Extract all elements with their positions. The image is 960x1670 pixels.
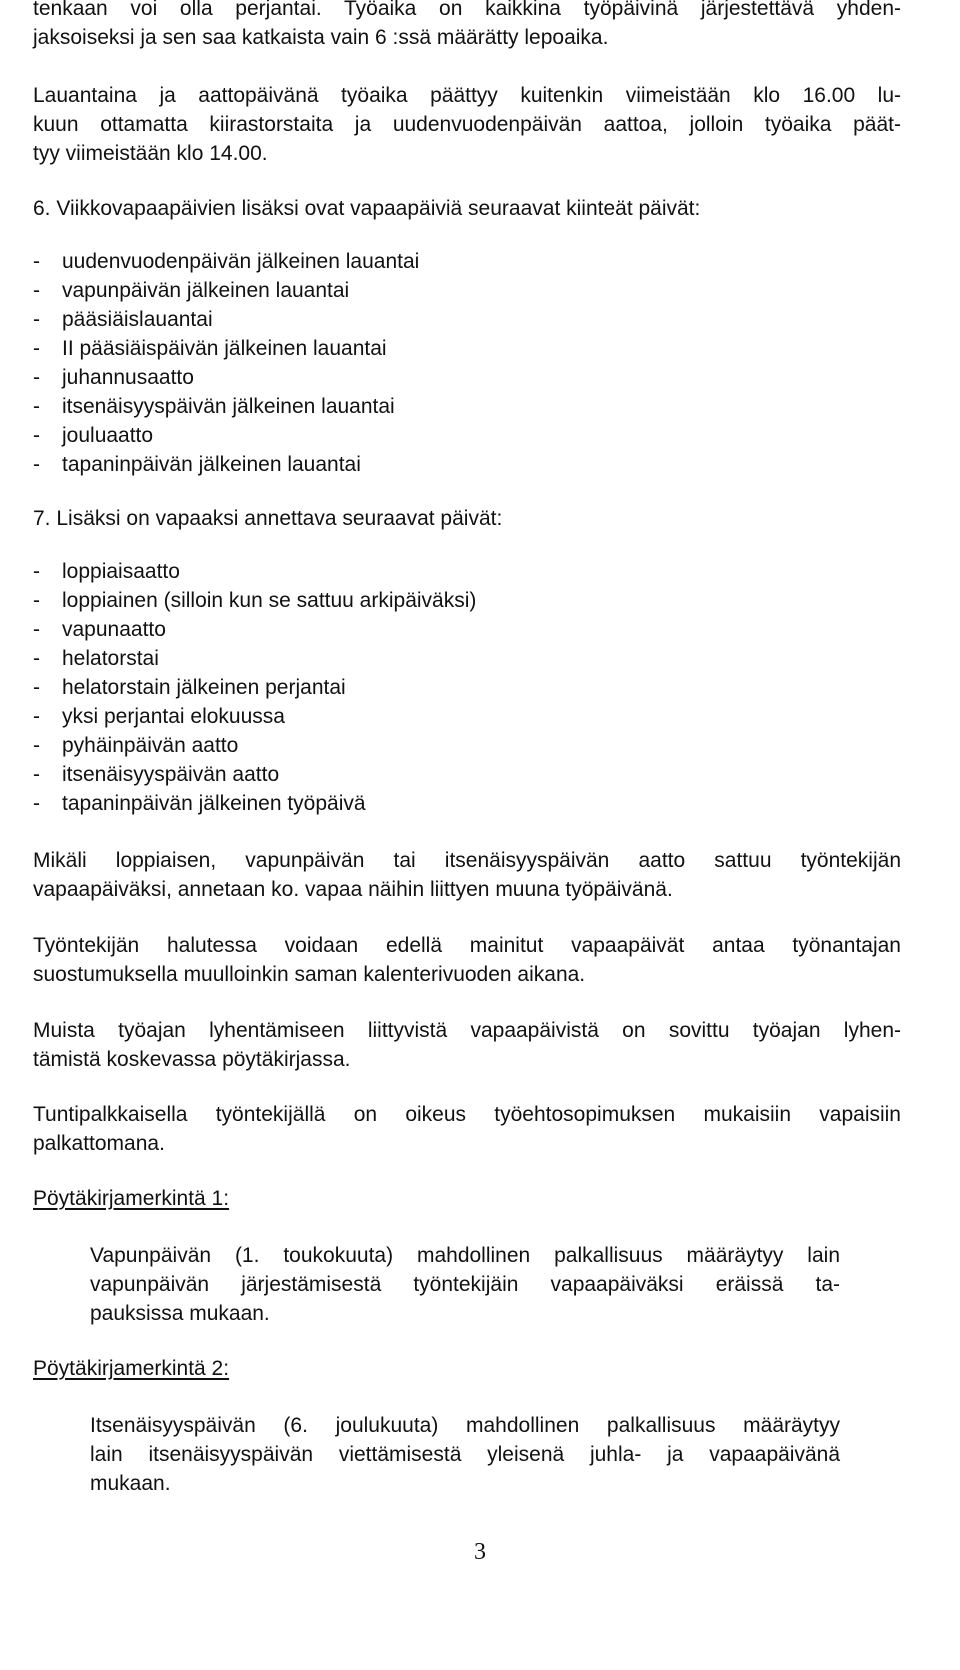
list-item: - itsenäisyyspäivän aatto — [33, 763, 280, 786]
paragraph-line: tyy viimeistään klo 14.00. — [33, 142, 268, 165]
paragraph-loppiainen — [33, 846, 901, 904]
list-item: - II pääsiäispäivän jälkeinen lauantai — [33, 337, 387, 360]
paragraph-muista — [33, 1016, 901, 1074]
paragraph-saturday — [33, 81, 901, 168]
section-6 — [33, 194, 901, 479]
section-7 — [33, 504, 901, 818]
paragraph-line: Muista työajan lyhentämiseen liittyvistä vapaapäivistä on sovittu työajan lyhen- — [33, 1019, 901, 1042]
paragraph-tuntipalkkaisella — [33, 1100, 901, 1158]
list-item: - helatorstai — [33, 647, 159, 670]
paragraph-line: jaksoiseksi ja sen saa katkaista vain 6 :ssä määrätty lepoaika. — [33, 26, 609, 49]
list-item: - pääsiäislauantai — [33, 308, 213, 331]
section-7-heading — [33, 504, 901, 533]
paragraph-line: Mikäli loppiaisen, vapunpäivän tai itsenäisyyspäivän aatto sattuu työntekijän — [33, 849, 901, 872]
list-item: - itsenäisyyspäivän jälkeinen lauantai — [33, 395, 395, 418]
paragraph-line: pauksissa mukaan. — [90, 1302, 270, 1325]
paragraph-halutessa — [33, 931, 901, 989]
list-item: - pyhäinpäivän aatto — [33, 734, 239, 757]
protocol-note-2 — [33, 1354, 901, 1498]
list-item: - vapunpäivän jälkeinen lauantai — [33, 279, 350, 302]
protocol-note-heading: Pöytäkirjamerkintä 1: — [33, 1187, 230, 1210]
paragraph-working-time — [33, 0, 901, 52]
page-number: 3 — [474, 1539, 486, 1565]
list-item: - jouluaatto — [33, 424, 154, 447]
list-item: - loppiainen (silloin kun se sattuu arkipäiväksi) — [33, 589, 477, 612]
paragraph-line: lain itsenäisyyspäivän viettämisestä yleisenä juhla- ja vapaapäivänä — [90, 1443, 840, 1466]
paragraph-line: Työntekijän halutessa voidaan edellä mainitut vapaapäivät antaa työnantajan — [33, 934, 901, 957]
protocol-note-body — [90, 1241, 840, 1328]
list-item: - helatorstain jälkeinen perjantai — [33, 676, 346, 699]
list-item: - uudenvuodenpäivän jälkeinen lauantai — [33, 250, 420, 273]
paragraph-line: tämistä koskevassa pöytäkirjassa. — [33, 1048, 351, 1071]
paragraph-line: mukaan. — [90, 1472, 171, 1495]
list-item: - vapunaatto — [33, 618, 166, 641]
section-6-list — [33, 247, 901, 479]
list-item: - yksi perjantai elokuussa — [33, 705, 285, 728]
section-6-heading — [33, 194, 901, 223]
section-heading-text: Viikkovapaapäivien lisäksi ovat vapaapäiviä seuraavat kiinteät päivät: — [56, 197, 701, 220]
paragraph-line: Lauantaina ja aattopäivänä työaika päättyy kuitenkin viimeistään klo 16.00 lu- — [33, 84, 901, 107]
list-item: - juhannusaatto — [33, 366, 194, 389]
protocol-note-1 — [33, 1184, 901, 1328]
paragraph-line: tenkaan voi olla perjantai. Työaika on kaikkina työpäivinä järjestettävä yhden- — [33, 0, 901, 20]
list-item: - tapaninpäivän jälkeinen lauantai — [33, 453, 361, 476]
section-7-list — [33, 557, 901, 818]
protocol-note-body — [90, 1411, 840, 1498]
section-heading-text: Lisäksi on vapaaksi annettava seuraavat päivät: — [56, 507, 503, 530]
paragraph-line: Vapunpäivän (1. toukokuuta) mahdollinen palkallisuus määräytyy lain — [90, 1244, 840, 1267]
paragraph-line: vapaapäiväksi, annetaan ko. vapaa näihin liittyen muuna työpäivänä. — [33, 878, 673, 901]
paragraph-line: palkattomana. — [33, 1132, 165, 1155]
paragraph-line: vapunpäivän järjestämisestä työntekijäin vapaapäiväksi eräissä ta- — [90, 1273, 840, 1296]
section-number: 7. — [33, 507, 51, 530]
paragraph-line: kuun ottamatta kiirastorstaita ja uudenvuodenpäivän aattoa, jolloin työaika päät- — [33, 113, 901, 136]
section-number: 6. — [33, 197, 51, 220]
protocol-note-heading: Pöytäkirjamerkintä 2: — [33, 1357, 230, 1380]
list-item: - loppiaisaatto — [33, 560, 180, 583]
paragraph-line: suostumuksella muulloinkin saman kalenterivuoden aikana. — [33, 963, 586, 986]
paragraph-line: Tuntipalkkaisella työntekijällä on oikeus työehtosopimuksen mukaisiin vapaisiin — [33, 1103, 901, 1126]
paragraph-line: Itsenäisyyspäivän (6. joulukuuta) mahdollinen palkallisuus määräytyy — [90, 1414, 840, 1437]
list-item: - tapaninpäivän jälkeinen työpäivä — [33, 792, 366, 815]
